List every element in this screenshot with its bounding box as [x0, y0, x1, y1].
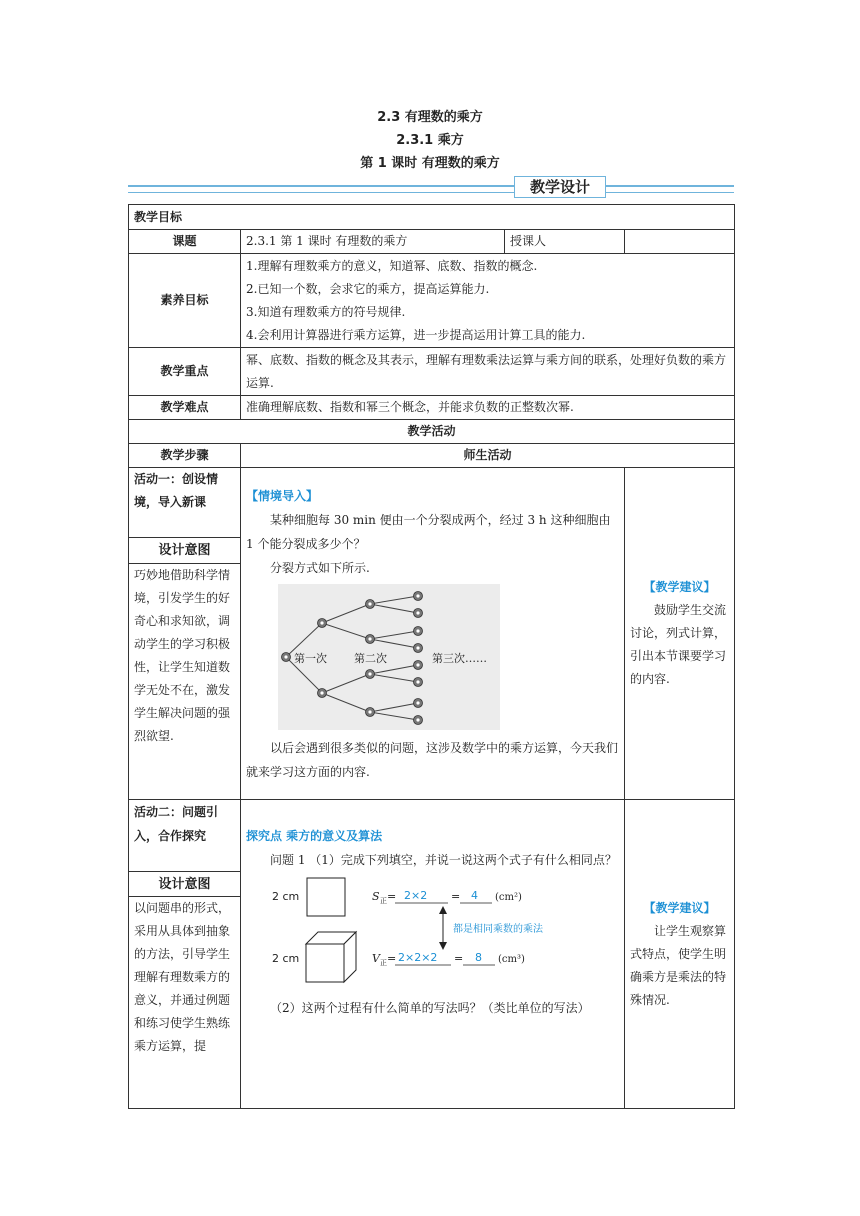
v-label: V [372, 952, 380, 965]
v-unit: (cm³) [498, 954, 525, 965]
key-value: 幂、底数、指数的概念及其表示，理解有理数乘法运算与乘方间的联系，处理好负数的乘方运算. [241, 348, 735, 396]
fig-label-1: 第一次 [294, 652, 327, 665]
activity2-content [241, 800, 625, 1109]
teacher-student-label: 师生活动 [241, 444, 735, 468]
banner [128, 176, 734, 198]
fig-label-3: 第三次…… [432, 652, 487, 665]
activity2-question1: 问题 1 （1）完成下列填空，并说一说这两个式子有什么相同点？ [270, 853, 617, 867]
difficulty-label: 教学难点 [129, 396, 241, 420]
literacy-item: 2.已知一个数，会求它的乘方，提高运算能力. [246, 281, 490, 296]
len2-label: 2 cm [272, 952, 300, 965]
activities-header: 教学活动 [129, 420, 735, 444]
activity1-split-note: 分裂方式如下所示. [270, 561, 370, 575]
topic-label: 课题 [129, 230, 241, 254]
key-label: 教学重点 [129, 348, 241, 396]
activity1-section-title: 【情境导入】 [246, 489, 319, 503]
v-sub: 正 [380, 959, 387, 967]
activity2-question2: （2）这两个过程有什么简单的写法吗？（类比单位的写法） [270, 1001, 590, 1015]
lesson-title: 第 1 课时 有理数的乘方 [360, 156, 500, 171]
svg-text:=: = [454, 952, 464, 965]
literacy-label: 素养目标 [129, 254, 241, 348]
activity2-intent-label: 设计意图 [129, 872, 241, 897]
s-label: S [372, 890, 380, 903]
teacher-label: 授课人 [505, 230, 625, 254]
activity1-advice-title: 【教学建议】 [643, 580, 716, 594]
activity2-advice-title: 【教学建议】 [643, 900, 716, 915]
literacy-item: 1.理解有理数乘方的意义，知道幂、底数、指数的概念. [246, 258, 538, 273]
activity1-closing: 以后会遇到很多类似的问题，这涉及数学中的乘方运算，今天我们就来学习这方面的内容. [246, 741, 619, 779]
literacy-item: 4.会利用计算器进行乘方运算，进一步提高运用计算工具的能力. [246, 327, 586, 342]
s-unit: (cm²) [495, 892, 522, 903]
activity1-intent: 巧妙地借助科学情境，引发学生的好奇心和求知欲，调动学生的学习积极性，让学生知道数学无处不在，激发学生解决问题的强烈欲望. [129, 564, 241, 800]
activity1-problem: 某种细胞每 30 min 便由一个分裂成两个，经过 3 h 这种细胞由 1 个能分裂成多少个？ [246, 513, 611, 551]
section-title: 2.3 有理数的乘方 [377, 110, 483, 125]
activity2-name: 活动二：问题引入，合作探究 [129, 800, 241, 872]
svg-text:=: = [451, 890, 461, 903]
cube-shape [306, 932, 356, 982]
s-expr: 2×2 [404, 889, 428, 902]
activity2-advice-text: 让学生观察算式特点，使学生明确乘方是乘法的特殊情况. [630, 923, 727, 1007]
s-val: 4 [471, 889, 478, 902]
activity1-advice-text: 鼓励学生交流讨论，列式计算，引出本节课要学习的内容. [630, 603, 727, 686]
cell-division-figure [278, 584, 500, 730]
activity1-advice [625, 468, 735, 800]
literacy-goals [241, 254, 735, 348]
v-val: 8 [475, 951, 482, 964]
difficulty-value: 准确理解底数、指数和幂三个概念，并能求负数的正整数次幂. [241, 396, 735, 420]
v-expr: 2×2×2 [398, 951, 438, 964]
subsection-title: 2.3.1 乘方 [396, 133, 464, 148]
square-shape [307, 878, 345, 916]
svg-text:=: = [387, 952, 397, 965]
fig-label-2: 第二次 [354, 652, 387, 665]
svg-text:=: = [387, 890, 397, 903]
activity2-intent: 以问题串的形式，采用从具体到抽象的方法，引导学生理解有理数乘方的意义，并通过例题和练习使学生熟练乘方运算，提 [129, 897, 241, 1109]
banner-lines [128, 185, 734, 193]
teacher-value [625, 230, 735, 254]
len1-label: 2 cm [272, 890, 300, 903]
banner-label: 教学设计 [514, 176, 606, 198]
literacy-item: 3.知道有理数乘方的符号规律. [246, 304, 406, 319]
steps-label: 教学步骤 [129, 444, 241, 468]
topic-value: 2.3.1 第 1 课时 有理数的乘方 [241, 230, 505, 254]
activity1-content [241, 468, 625, 800]
activity2-advice [625, 800, 735, 1109]
relation-note: 都是相同乘数的乘法 [453, 924, 543, 935]
square-cube-figure [268, 874, 568, 992]
activity2-section-title: 探究点 乘方的意义及算法 [246, 829, 383, 843]
lesson-plan-table [128, 204, 735, 1109]
activity1-name: 活动一：创设情境，导入新课 [129, 468, 241, 538]
s-sub: 正 [380, 897, 387, 905]
goals-header: 教学目标 [129, 205, 735, 230]
activity1-intent-label: 设计意图 [129, 538, 241, 564]
